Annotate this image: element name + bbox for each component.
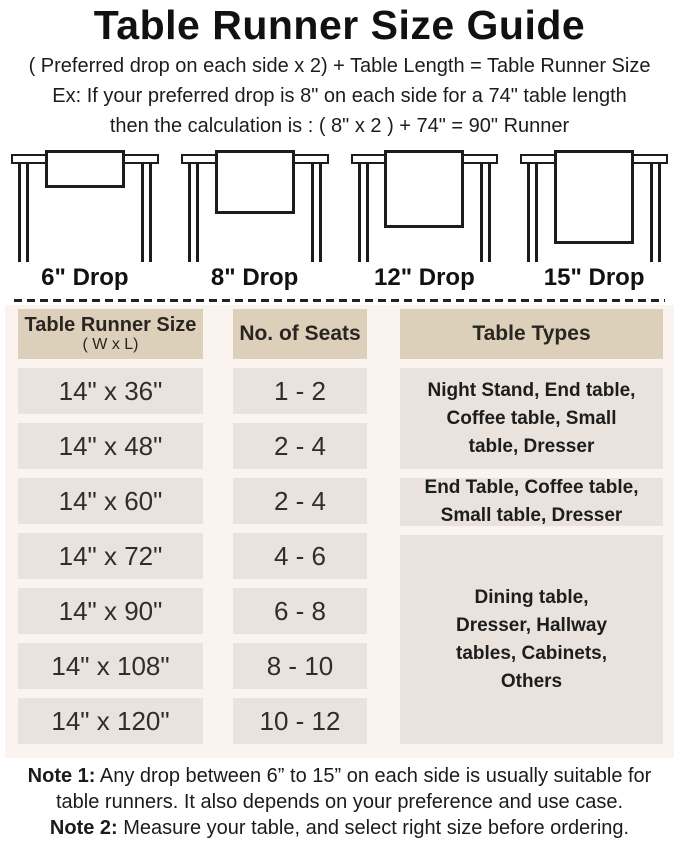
note-1-label: Note 1: [27,765,96,787]
table-leg-right [311,163,322,262]
seats-cell: 1 - 2 [233,368,367,414]
size-cell: 14" x 120" [18,698,203,744]
drop-diagrams [0,150,679,262]
column-table-types [400,309,663,744]
table-types-cell-medium [400,478,663,526]
column-header-seats [233,309,367,359]
seats-cell: 10 - 12 [233,698,367,744]
note-1 [4,763,675,815]
column-header-runner-size [18,309,203,359]
seats-cell: 2 - 4 [233,478,367,524]
column-seats [233,309,367,744]
table-runner-shape [45,150,125,188]
table-types-text: Dining table, Dresser, Hallway tables, Cabinets, Others [455,586,608,692]
seats-cell: 2 - 4 [233,423,367,469]
page-header [0,2,679,141]
size-table [18,309,663,744]
example-line-2: then the calculation is : ( 8" x 2 ) + 74" = 90" Runner [109,115,570,137]
table-leg-left [527,163,538,262]
seats-cell: 8 - 10 [233,643,367,689]
size-cell: 14" x 72" [18,533,203,579]
size-cell: 14" x 90" [18,588,203,634]
table-types-text: End Table, Coffee table, Small table, Dresser [424,477,639,526]
table-diagram-12-drop [340,150,510,262]
page-title: Table Runner Size Guide [93,2,586,48]
size-table-section [5,305,674,758]
column-header-table-types [400,309,663,359]
note-1-text: Any drop between 6” to 15” on each side is usually suitable for table runners. It also depends on your preference and use case. [55,765,652,813]
table-runner-shape [384,150,464,228]
seats-cell: 6 - 8 [233,588,367,634]
dashed-divider [14,299,665,302]
size-cell: 14" x 108" [18,643,203,689]
table-leg-right [480,163,491,262]
table-leg-right [650,163,661,262]
table-leg-left [18,163,29,262]
example-line-1: Ex: If your preferred drop is 8" on each side for a 74" table length [52,85,627,107]
drop-label-6: 6" Drop [41,264,129,291]
table-leg-right [141,163,152,262]
size-cell: 14" x 60" [18,478,203,524]
column-runner-size [18,309,203,744]
drop-label-12: 12" Drop [374,264,475,291]
table-diagram-6-drop [0,150,170,262]
table-leg-left [358,163,369,262]
formula-line: ( Preferred drop on each side x 2) + Table Length = Table Runner Size [28,55,651,77]
table-runner-shape [554,150,634,244]
table-types-text: Night Stand, End table, Coffee table, Small table, Dresser [427,379,636,457]
table-runner-shape [215,150,295,214]
note-2-text: Measure your table, and select right size before ordering. [117,817,630,839]
header-title: Table Types [472,322,591,345]
note-2-label: Note 2: [49,817,118,839]
header-title: Table Runner Size [24,314,197,336]
table-leg-left [188,163,199,262]
size-cell: 14" x 36" [18,368,203,414]
seats-cell: 4 - 6 [233,533,367,579]
drop-label-15: 15" Drop [543,264,645,291]
drop-labels-row [0,264,679,292]
header-title: No. of Seats [239,322,361,345]
header-subtitle: ( W x L) [82,336,139,353]
table-diagram-15-drop [509,150,679,262]
table-diagram-8-drop [170,150,340,262]
note-2 [4,815,675,841]
table-types-cell-large [400,535,663,744]
footnotes [0,763,679,841]
size-cell: 14" x 48" [18,423,203,469]
table-types-cell-small [400,368,663,469]
drop-label-8: 8" Drop [210,264,299,291]
